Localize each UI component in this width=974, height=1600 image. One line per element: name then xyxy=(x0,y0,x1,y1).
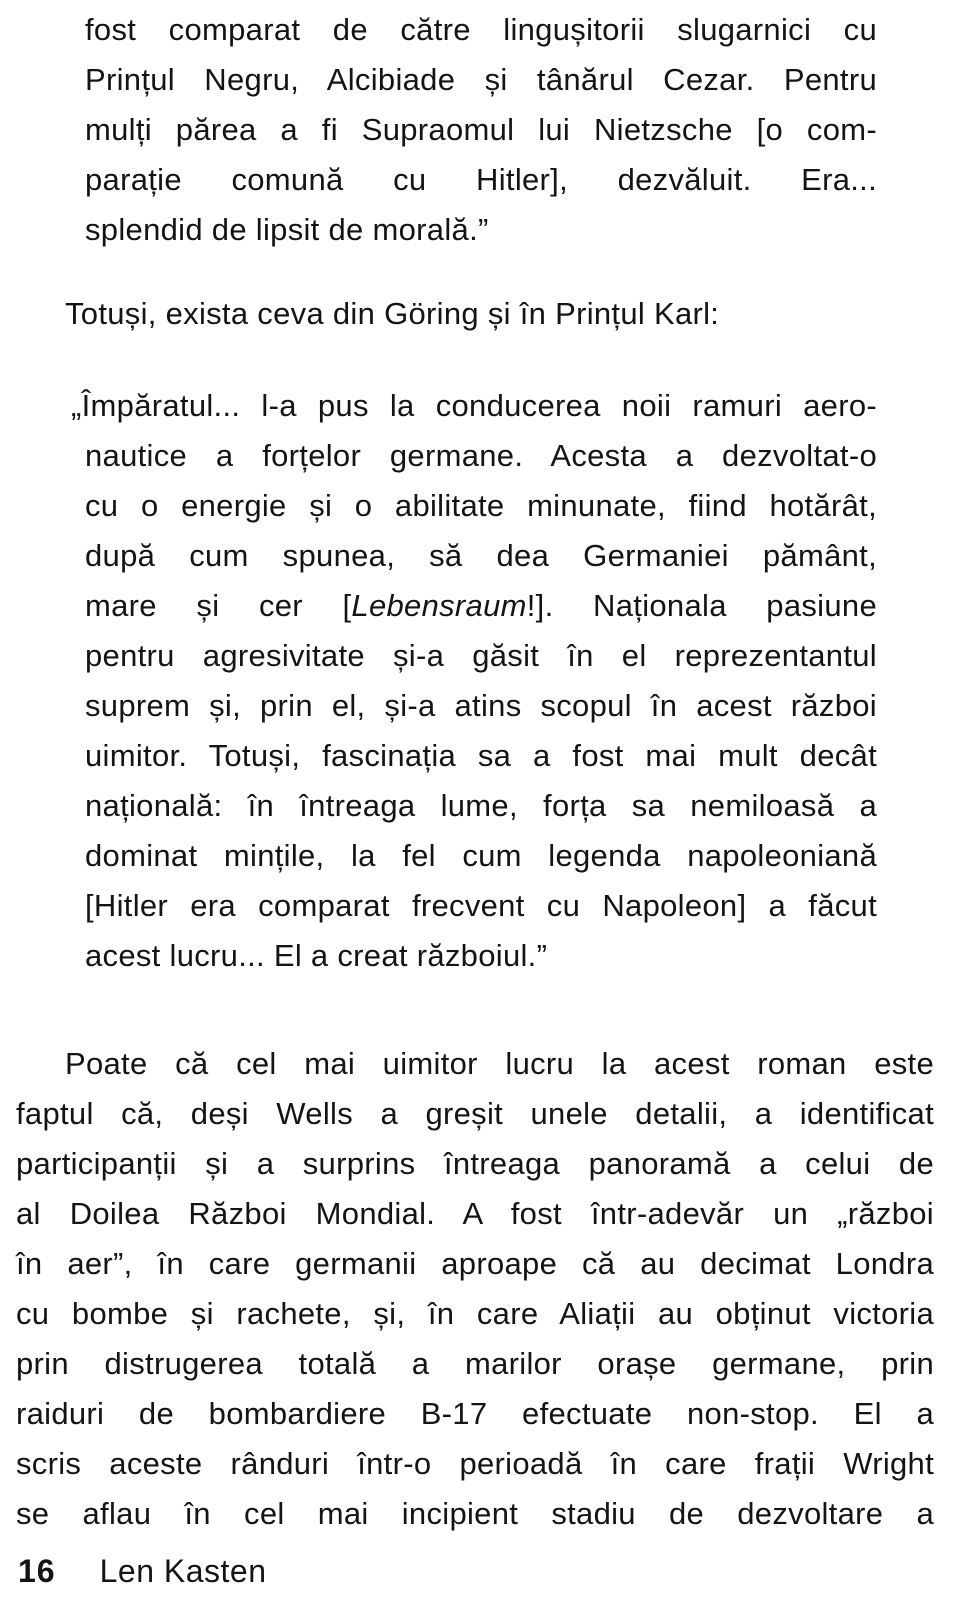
quote-continuation-paragraph xyxy=(85,5,877,255)
totusi-paragraph xyxy=(16,289,934,339)
text-line: raiduri de bombardiere B-17 efectuate non-stop. El a xyxy=(16,1396,934,1431)
page-number: 16 xyxy=(18,1553,56,1589)
text-line: națională: în întreaga lume, forța sa nemiloasă a xyxy=(85,788,877,823)
text-line: Prințul Negru, Alcibiade și tânărul Cezar. Pentru xyxy=(85,62,877,97)
text-line: prin distrugerea totală a marilor orașe germane, prin xyxy=(16,1346,934,1381)
text-line: Totuși, exista ceva din Göring și în Prințul Karl: xyxy=(65,296,720,331)
text-line: nautice a forțelor germane. Acesta a dezvoltat-o xyxy=(85,438,877,473)
text-line: parație comună cu Hitler], dezvăluit. Era... xyxy=(85,162,877,197)
text-line: cu o energie și o abilitate minunate, fiind hotărât, xyxy=(85,488,877,523)
text-line: uimitor. Totuși, fascinația sa a fost mai mult decât xyxy=(85,738,877,773)
text-line: Poate că cel mai uimitor lucru la acest roman este xyxy=(65,1046,934,1081)
text-line: pentru agresivitate și-a găsit în el reprezentantul xyxy=(85,638,877,673)
imparatul-blockquote xyxy=(71,381,877,981)
text-line: dominat mințile, la fel cum legenda napoleoniană xyxy=(85,838,877,873)
text-line: splendid de lipsit de morală.” xyxy=(85,212,489,247)
text-line: cu bombe și rachete, și, în care Aliații au obținut victoria xyxy=(16,1296,934,1331)
text-line: se aflau în cel mai incipient stadiu de dezvoltare a xyxy=(16,1496,934,1531)
text-line: după cum spunea, să dea Germaniei pământ, xyxy=(85,538,877,573)
poate-paragraph xyxy=(16,1039,934,1539)
italic-term: Lebensraum xyxy=(351,588,527,623)
text-line: mare și cer [Lebensraum!]. Naționala pasiune xyxy=(85,588,877,623)
text-line: fost comparat de către lingușitorii slugarnici cu xyxy=(85,12,877,47)
page-footer xyxy=(16,1553,934,1590)
text-line: participanții și a surprins întreaga panoramă a celui de xyxy=(16,1146,934,1181)
text-line: mulți părea a fi Supraomul lui Nietzsche [o com- xyxy=(85,112,877,147)
text-line: în aer”, în care germanii aproape că au decimat Londra xyxy=(16,1246,934,1281)
text-line: acest lucru... El a creat războiul.” xyxy=(85,938,548,973)
text-line: „Împăratul... l-a pus la conducerea noii ramuri aero- xyxy=(71,388,877,423)
text-line: faptul că, deși Wells a greșit unele detalii, a identificat xyxy=(16,1096,934,1131)
text-line: al Doilea Război Mondial. A fost într-adevăr un „război xyxy=(16,1196,934,1231)
text-line: [Hitler era comparat frecvent cu Napoleon] a făcut xyxy=(85,888,877,923)
text-blocks xyxy=(16,5,934,1539)
text-line: scris aceste rânduri într-o perioadă în care frații Wright xyxy=(16,1446,934,1481)
running-title-author: Len Kasten xyxy=(99,1553,267,1589)
text-line: suprem și, prin el, și-a atins scopul în acest război xyxy=(85,688,877,723)
